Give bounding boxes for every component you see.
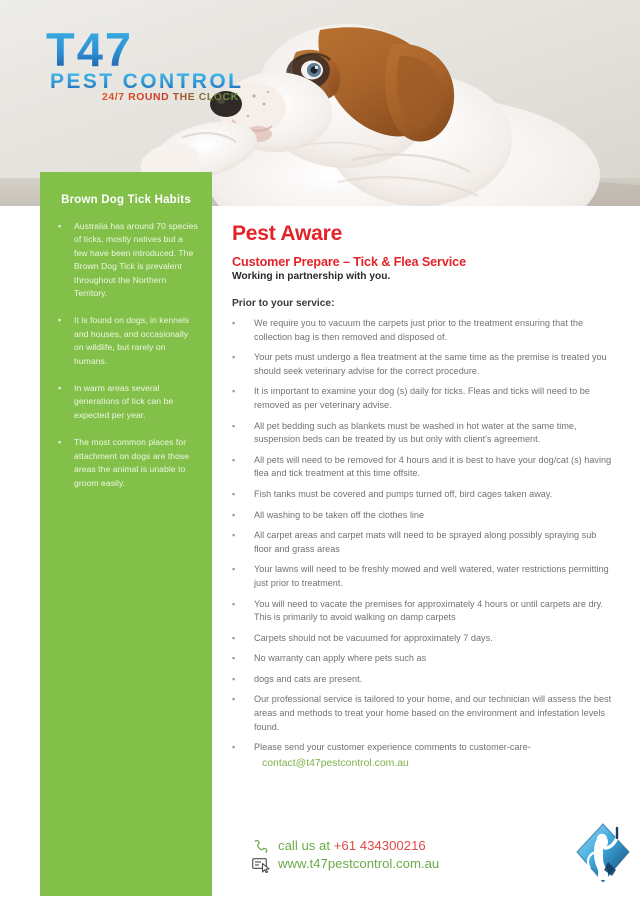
feedback-text: Please send your customer experience comments to customer-care- bbox=[254, 742, 531, 753]
list-item-feedback bbox=[232, 741, 616, 770]
web-cursor-icon bbox=[252, 858, 272, 873]
sidebar-title: Brown Dog Tick Habits bbox=[61, 194, 191, 206]
list-item bbox=[232, 529, 616, 556]
list-item bbox=[232, 693, 616, 734]
sidebar-item-label: It is found on dogs, in kennels and houses, and occasionally on wildlife, but rarely on humans. bbox=[74, 315, 190, 366]
bullet-icon: ▪ bbox=[58, 383, 62, 394]
bullet-icon: ▪ bbox=[232, 694, 236, 705]
svg-text:24/7 ROUND THE CLOCK: 24/7 ROUND THE CLOCK bbox=[102, 92, 239, 103]
bullet-icon: ▪ bbox=[232, 454, 236, 465]
list-item bbox=[232, 598, 616, 625]
phone-number[interactable]: +61 434300216 bbox=[333, 838, 426, 853]
list-item bbox=[54, 382, 198, 422]
main-content bbox=[232, 222, 616, 777]
footer-text-column bbox=[278, 836, 439, 873]
instruction-text: All pet bedding such as blankets must be washed in hot water at the same time, suspension beds can be treated by us but only with client's agreement. bbox=[254, 420, 577, 445]
bullet-icon: ▪ bbox=[58, 437, 62, 448]
list-item bbox=[232, 509, 616, 523]
company-logo bbox=[44, 22, 274, 104]
sidebar-item-label: Australia has around 70 species of ticks, mostly natives but a few have been introduced. The Brown Dog Tick is prevalent throughout the Northern Territory. bbox=[74, 221, 198, 299]
instruction-text: It is important to examine your dog (s) daily for ticks. Fleas and ticks will need to be removed as per veterinary advise. bbox=[254, 386, 590, 410]
list-item bbox=[232, 351, 616, 378]
page-subtitle: Customer Prepare – Tick & Flea Service bbox=[232, 255, 466, 269]
instruction-text: Carpets should not be vacuumed for approximately 7 days. bbox=[254, 632, 493, 643]
instruction-text: We require you to vacuum the carpets just prior to the treatment ensuring that the collection bag is then removed and disposed of. bbox=[254, 318, 584, 342]
list-item bbox=[232, 317, 616, 344]
bullet-icon: ▪ bbox=[232, 632, 236, 643]
sidebar-item-label: The most common places for attachment on dogs are those areas the animal is unable to groom easily. bbox=[74, 437, 190, 488]
bullet-icon: ▪ bbox=[232, 653, 236, 664]
list-item bbox=[232, 488, 616, 502]
prepare-instructions-list bbox=[232, 317, 616, 770]
list-item bbox=[232, 632, 616, 646]
phone-handset-icon bbox=[252, 839, 270, 855]
page-title: Pest Aware bbox=[232, 222, 343, 245]
instruction-text: You will need to vacate the premises for approximately 4 hours or until carpets are dry. This is primarily to avoid walking on damp carpets bbox=[254, 598, 604, 623]
list-item bbox=[232, 673, 616, 687]
bullet-icon: ▪ bbox=[232, 564, 236, 575]
instruction-text: No warranty can apply where pets such as bbox=[254, 653, 427, 664]
instruction-text: Our professional service is tailored to your home, and our technician will assess the best areas and methods to treat your home based on the environment and infestation levels found. bbox=[254, 694, 612, 732]
tick-habits-sidebar bbox=[40, 172, 212, 896]
svg-text:T47: T47 bbox=[46, 23, 133, 76]
bullet-icon: ▪ bbox=[232, 742, 236, 753]
list-item bbox=[54, 314, 198, 368]
sprayer-technician-diamond-icon bbox=[572, 818, 634, 892]
instruction-text: dogs and cats are present. bbox=[254, 673, 363, 684]
tagline: Working in partnership with you. bbox=[232, 271, 391, 282]
sidebar-item-label: In warm areas several generations of tick can be expected per year. bbox=[74, 383, 174, 420]
sidebar-list bbox=[54, 220, 198, 490]
bullet-icon: ▪ bbox=[232, 598, 236, 609]
svg-text:PEST CONTROL: PEST CONTROL bbox=[50, 70, 244, 93]
instruction-text: All carpet areas and carpet mats will need to be sprayed along possibly spraying sub floor and grass areas bbox=[254, 530, 597, 554]
list-item bbox=[232, 420, 616, 447]
list-item bbox=[54, 436, 198, 490]
instruction-text: Your lawns will need to be freshly mowed and well watered, water restrictions permitting just prior to treatment. bbox=[254, 564, 609, 588]
website-link[interactable]: www.t47pestcontrol.com.au bbox=[278, 856, 440, 871]
section-label: Prior to your service: bbox=[232, 298, 335, 309]
bullet-icon: ▪ bbox=[232, 673, 236, 684]
customer-care-email-link[interactable]: contact@t47pestcontrol.com.au bbox=[262, 757, 409, 769]
list-item bbox=[232, 563, 616, 590]
call-us-label: call us at bbox=[278, 838, 331, 853]
instruction-text: Fish tanks must be covered and pumps turned off, bird cages taken away. bbox=[254, 488, 553, 499]
list-item bbox=[54, 220, 198, 300]
footer-icon-column bbox=[252, 836, 274, 873]
instruction-text bbox=[254, 741, 531, 770]
bullet-icon: ▪ bbox=[232, 420, 236, 431]
bullet-icon: ▪ bbox=[232, 488, 236, 499]
bullet-icon: ▪ bbox=[232, 386, 236, 397]
bullet-icon: ▪ bbox=[232, 318, 236, 328]
bullet-icon: ▪ bbox=[232, 352, 236, 363]
list-item bbox=[232, 385, 616, 412]
instruction-text: Your pets must undergo a flea treatment at the same time as the premise is treated you should seek veterinary advise for the correct procedure. bbox=[254, 352, 607, 376]
footer-contact bbox=[252, 836, 439, 873]
instruction-text: All washing to be taken off the clothes line bbox=[254, 509, 425, 520]
bullet-icon: ▪ bbox=[232, 509, 236, 520]
instruction-text: All pets will need to be removed for 4 hours and it is best to have your dog/cat (s) having flea and tick treatment at this time offsite. bbox=[254, 454, 612, 479]
list-item bbox=[232, 652, 616, 666]
bullet-icon: ▪ bbox=[232, 530, 236, 541]
list-item bbox=[232, 454, 616, 481]
bullet-icon: ▪ bbox=[58, 315, 62, 326]
bullet-icon: ▪ bbox=[58, 221, 62, 231]
call-us-line bbox=[278, 837, 439, 855]
